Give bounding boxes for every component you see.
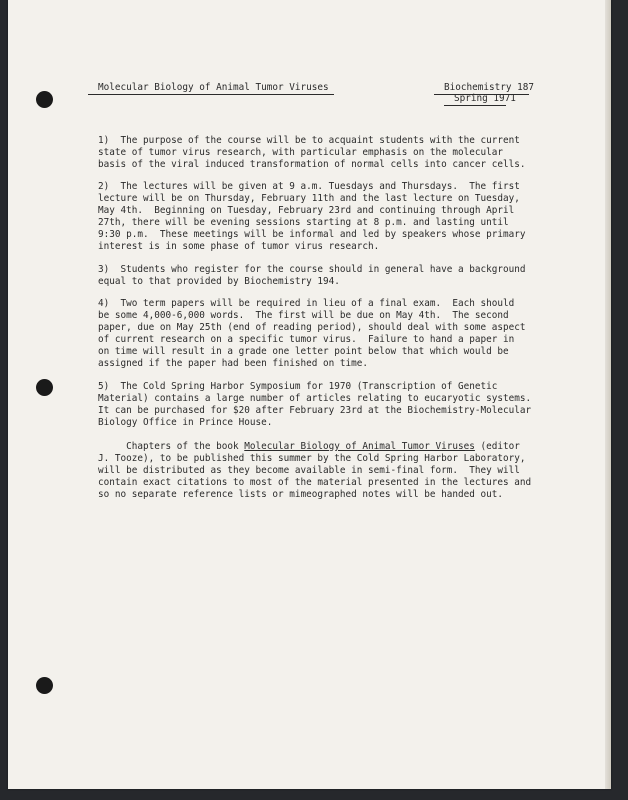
paragraph-line: 4) Two term papers will be required in lieu of a final exam. Each should [98,298,515,309]
paragraph-line: of current research on a specific tumor virus. Failure to hand a paper in [98,334,515,345]
paragraph-line: paper, due on May 25th (end of reading period), should deal with some aspect [98,322,526,333]
term: Spring 1971 [454,93,516,104]
page-edge [605,0,611,789]
paragraph-line: so no separate reference lists or mimeographed notes will be handed out. [98,489,504,500]
paragraph-line: equal to that provided by Biochemistry 194. [98,276,340,287]
paragraph-line: 1) The purpose of the course will be to acquaint students with the current [98,135,520,146]
paragraph-line: on time will result in a grade one letter point below that which would be [98,346,509,357]
term-underline [444,105,506,106]
paragraph-line: contain exact citations to most of the material presented in the lectures and [98,477,532,488]
paragraph-line: basis of the viral induced transformation of normal cells into cancer cells. [98,159,526,170]
course-title-underline [88,94,334,95]
paragraph-line: Biology Office in Prince House. [98,417,273,428]
paragraph-line: state of tumor virus research, with particular emphasis on the molecular [98,147,504,158]
closing-editor: (editor [474,441,520,452]
paragraph-line: assigned if the paper had been finished on time. [98,358,369,369]
paragraph-line: will be distributed as they become available in semi-final form. They will [98,465,520,476]
paragraph-line: 9:30 p.m. These meetings will be informal and led by speakers whose primary [98,229,526,240]
paragraph-line: May 4th. Beginning on Tuesday, February 23rd and continuing through April [98,205,515,216]
course-title: Molecular Biology of Animal Tumor Viruses [98,82,329,93]
closing-intro: Chapters of the book [98,441,245,452]
course-number: Biochemistry 187 [444,82,535,93]
paragraph-line: 27th, there will be evening sessions starting at 8 p.m. and lasting until [98,217,509,228]
paragraph-line: It can be purchased for $20 after February 23rd at the Biochemistry-Molecular [98,405,532,416]
paragraph-line [98,441,520,452]
paragraph-line: J. Tooze), to be published this summer by the Cold Spring Harbor Laboratory, [98,453,526,464]
paragraph-line: 2) The lectures will be given at 9 a.m. Tuesdays and Thursdays. The first [98,181,520,192]
binder-hole-top [36,91,53,108]
paragraph-line: lecture will be on Thursday, February 11th and the last lecture on Tuesday, [98,193,520,204]
document-page [8,0,611,789]
paragraph-line: interest is in some phase of tumor virus research. [98,241,380,252]
binder-hole-middle [36,379,53,396]
paragraph-line: 3) Students who register for the course should in general have a background [98,264,526,275]
paragraph-line: 5) The Cold Spring Harbor Symposium for 1970 (Transcription of Genetic [98,381,498,392]
paragraph-line: be some 4,000-6,000 words. The first will be due on May 4th. The second [98,310,509,321]
binder-hole-bottom [36,677,53,694]
book-title: Molecular Biology of Animal Tumor Viruses [244,441,475,452]
paragraph-line: Material) contains a large number of articles relating to eucaryotic systems. [98,393,532,404]
